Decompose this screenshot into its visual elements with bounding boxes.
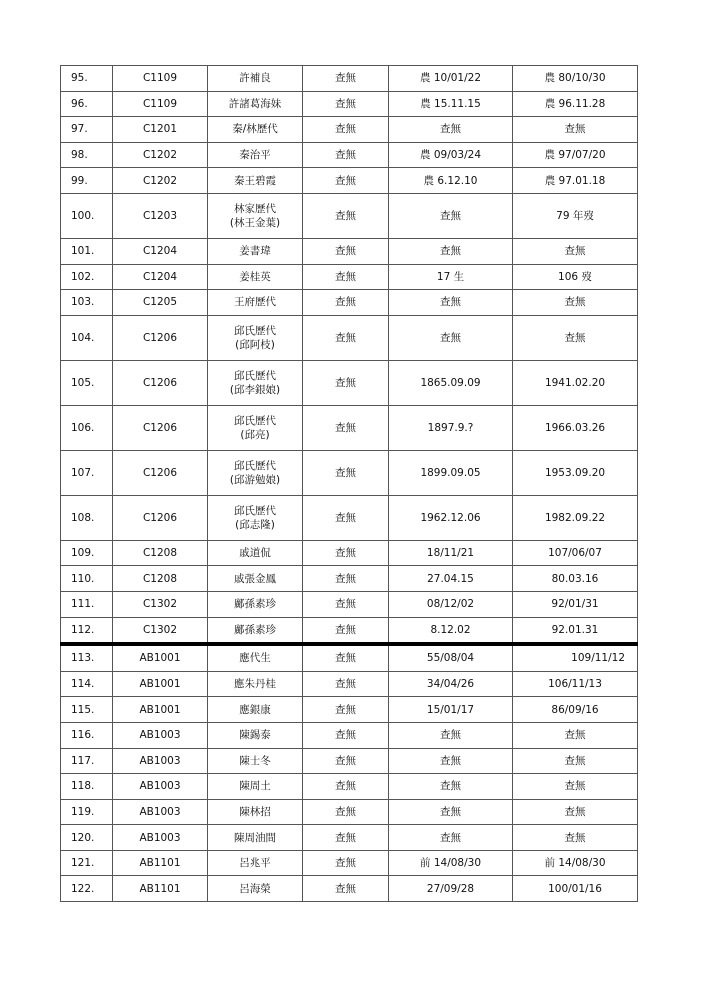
table-row	[61, 617, 638, 644]
name-cell	[208, 193, 303, 238]
name-line: (邱亮)	[240, 428, 270, 441]
table-row	[61, 91, 638, 117]
plot-code-cell: C1202	[113, 142, 208, 168]
row-number-cell: 117.	[61, 748, 113, 774]
table-row	[61, 495, 638, 540]
name-line: 戚道侃	[239, 547, 271, 560]
row-number-cell: 120.	[61, 825, 113, 851]
status-cell: 查無	[303, 168, 389, 194]
death-date-cell: 80.03.16	[513, 566, 638, 592]
row-number-cell: 97.	[61, 117, 113, 143]
table-row	[61, 405, 638, 450]
table-row	[61, 450, 638, 495]
plot-code-cell: C1208	[113, 540, 208, 566]
row-number-cell: 119.	[61, 799, 113, 825]
status-cell: 查無	[303, 495, 389, 540]
status-cell: 查無	[303, 290, 389, 316]
records-table-body	[61, 66, 638, 902]
plot-code-cell: AB1003	[113, 774, 208, 800]
table-row	[61, 315, 638, 360]
name-cell	[208, 495, 303, 540]
name-cell	[208, 315, 303, 360]
status-cell: 查無	[303, 774, 389, 800]
table-row	[61, 66, 638, 92]
death-date-cell: 農 97/07/20	[513, 142, 638, 168]
status-cell: 查無	[303, 142, 389, 168]
birth-date-cell: 27/09/28	[389, 876, 513, 902]
row-number-cell: 100.	[61, 193, 113, 238]
table-row	[61, 264, 638, 290]
plot-code-cell: AB1001	[113, 671, 208, 697]
table-row	[61, 238, 638, 264]
table-row	[61, 876, 638, 902]
birth-date-cell: 1897.9.?	[389, 405, 513, 450]
row-number-cell: 107.	[61, 450, 113, 495]
table-row	[61, 825, 638, 851]
table-row	[61, 748, 638, 774]
row-number-cell: 122.	[61, 876, 113, 902]
name-cell	[208, 876, 303, 902]
plot-code-cell: AB1003	[113, 799, 208, 825]
status-cell: 查無	[303, 876, 389, 902]
row-number-cell: 110.	[61, 566, 113, 592]
birth-date-cell: 1865.09.09	[389, 360, 513, 405]
plot-code-cell: AB1101	[113, 850, 208, 876]
table-row	[61, 591, 638, 617]
plot-code-cell: C1206	[113, 495, 208, 540]
death-date-cell: 農 96.11.28	[513, 91, 638, 117]
name-line: 戚張金鳳	[234, 572, 276, 585]
table-row	[61, 142, 638, 168]
status-cell: 查無	[303, 566, 389, 592]
records-table	[60, 65, 638, 902]
plot-code-cell: C1206	[113, 315, 208, 360]
name-line: 秦治平	[239, 149, 271, 162]
name-cell	[208, 168, 303, 194]
name-cell	[208, 117, 303, 143]
row-number-cell: 118.	[61, 774, 113, 800]
plot-code-cell: C1205	[113, 290, 208, 316]
status-cell: 查無	[303, 540, 389, 566]
name-line: 陳林招	[239, 805, 271, 818]
name-line: 邱氏歷代	[234, 504, 276, 517]
birth-date-cell: 查無	[389, 238, 513, 264]
plot-code-cell: C1203	[113, 193, 208, 238]
plot-code-cell: C1204	[113, 264, 208, 290]
status-cell: 查無	[303, 591, 389, 617]
death-date-cell: 1953.09.20	[513, 450, 638, 495]
status-cell: 查無	[303, 66, 389, 92]
name-line: 呂海榮	[239, 882, 271, 895]
status-cell: 查無	[303, 697, 389, 723]
death-date-cell: 106 歿	[513, 264, 638, 290]
name-cell	[208, 825, 303, 851]
birth-date-cell: 查無	[389, 748, 513, 774]
name-line: 姜桂英	[239, 270, 271, 283]
row-number-cell: 116.	[61, 722, 113, 748]
birth-date-cell: 查無	[389, 290, 513, 316]
row-number-cell: 106.	[61, 405, 113, 450]
plot-code-cell: C1206	[113, 405, 208, 450]
name-cell	[208, 671, 303, 697]
name-line: 邱氏歷代	[234, 324, 276, 337]
name-line: 應朱丹桂	[234, 678, 276, 691]
row-number-cell: 112.	[61, 617, 113, 644]
birth-date-cell: 前 14/08/30	[389, 850, 513, 876]
status-cell: 查無	[303, 238, 389, 264]
status-cell: 查無	[303, 450, 389, 495]
status-cell: 查無	[303, 644, 389, 671]
table-row	[61, 360, 638, 405]
name-cell	[208, 405, 303, 450]
name-cell	[208, 91, 303, 117]
plot-code-cell: AB1003	[113, 825, 208, 851]
name-line: 姜書瑋	[239, 245, 271, 258]
death-date-cell: 1966.03.26	[513, 405, 638, 450]
name-line: 陳周土	[239, 780, 271, 793]
death-date-cell: 查無	[513, 722, 638, 748]
name-cell	[208, 644, 303, 671]
birth-date-cell: 17 生	[389, 264, 513, 290]
death-date-cell: 前 14/08/30	[513, 850, 638, 876]
birth-date-cell: 55/08/04	[389, 644, 513, 671]
plot-code-cell: AB1001	[113, 644, 208, 671]
name-cell	[208, 697, 303, 723]
name-cell	[208, 566, 303, 592]
name-cell	[208, 591, 303, 617]
death-date-cell: 查無	[513, 825, 638, 851]
row-number-cell: 115.	[61, 697, 113, 723]
table-row	[61, 671, 638, 697]
death-date-cell: 107/06/07	[513, 540, 638, 566]
status-cell: 查無	[303, 117, 389, 143]
name-line: (邱阿枝)	[235, 338, 275, 351]
birth-date-cell: 查無	[389, 193, 513, 238]
status-cell: 查無	[303, 671, 389, 697]
plot-code-cell: C1109	[113, 66, 208, 92]
table-row	[61, 697, 638, 723]
table-row	[61, 644, 638, 671]
row-number-cell: 98.	[61, 142, 113, 168]
name-line: 呂兆平	[239, 857, 271, 870]
table-row	[61, 850, 638, 876]
name-cell	[208, 722, 303, 748]
death-date-cell: 106/11/13	[513, 671, 638, 697]
name-cell	[208, 450, 303, 495]
row-number-cell: 103.	[61, 290, 113, 316]
row-number-cell: 121.	[61, 850, 113, 876]
name-line: 陳周油間	[234, 831, 276, 844]
name-line: 應銀康	[239, 703, 271, 716]
table-row	[61, 168, 638, 194]
plot-code-cell: C1206	[113, 450, 208, 495]
death-date-cell: 86/09/16	[513, 697, 638, 723]
row-number-cell: 114.	[61, 671, 113, 697]
name-cell	[208, 264, 303, 290]
death-date-cell: 查無	[513, 290, 638, 316]
name-line: 邱氏歷代	[234, 459, 276, 472]
birth-date-cell: 15/01/17	[389, 697, 513, 723]
birth-date-cell: 08/12/02	[389, 591, 513, 617]
name-line: 陳士冬	[239, 754, 271, 767]
birth-date-cell: 1899.09.05	[389, 450, 513, 495]
name-line: 應代生	[239, 652, 271, 665]
status-cell: 查無	[303, 799, 389, 825]
status-cell: 查無	[303, 722, 389, 748]
birth-date-cell: 查無	[389, 315, 513, 360]
plot-code-cell: C1202	[113, 168, 208, 194]
name-cell	[208, 66, 303, 92]
row-number-cell: 99.	[61, 168, 113, 194]
birth-date-cell: 農 6.12.10	[389, 168, 513, 194]
status-cell: 查無	[303, 315, 389, 360]
birth-date-cell: 8.12.02	[389, 617, 513, 644]
status-cell: 查無	[303, 264, 389, 290]
table-row	[61, 193, 638, 238]
plot-code-cell: C1201	[113, 117, 208, 143]
status-cell: 查無	[303, 193, 389, 238]
status-cell: 查無	[303, 748, 389, 774]
name-cell	[208, 290, 303, 316]
death-date-cell: 查無	[513, 315, 638, 360]
birth-date-cell: 查無	[389, 799, 513, 825]
name-cell	[208, 238, 303, 264]
table-row	[61, 540, 638, 566]
death-date-cell: 查無	[513, 117, 638, 143]
death-date-cell: 79 年歿	[513, 193, 638, 238]
status-cell: 查無	[303, 825, 389, 851]
plot-code-cell: C1302	[113, 617, 208, 644]
death-date-cell: 109/11/12	[513, 644, 638, 671]
birth-date-cell: 農 10/01/22	[389, 66, 513, 92]
row-number-cell: 102.	[61, 264, 113, 290]
name-cell	[208, 850, 303, 876]
birth-date-cell: 農 09/03/24	[389, 142, 513, 168]
birth-date-cell: 1962.12.06	[389, 495, 513, 540]
plot-code-cell: AB1001	[113, 697, 208, 723]
name-line: 秦王碧霞	[234, 174, 276, 187]
birth-date-cell: 查無	[389, 825, 513, 851]
name-line: 王府歷代	[234, 296, 276, 309]
name-line: 陳錫泰	[239, 729, 271, 742]
row-number-cell: 105.	[61, 360, 113, 405]
status-cell: 查無	[303, 617, 389, 644]
plot-code-cell: AB1101	[113, 876, 208, 902]
death-date-cell: 1982.09.22	[513, 495, 638, 540]
plot-code-cell: C1208	[113, 566, 208, 592]
row-number-cell: 109.	[61, 540, 113, 566]
name-cell	[208, 617, 303, 644]
death-date-cell: 查無	[513, 748, 638, 774]
name-line: (邱游勉娘)	[229, 473, 281, 486]
name-line: (林王金葉)	[229, 216, 281, 229]
row-number-cell: 108.	[61, 495, 113, 540]
name-line: 林家歷代	[234, 202, 276, 215]
death-date-cell: 92/01/31	[513, 591, 638, 617]
birth-date-cell: 查無	[389, 117, 513, 143]
name-cell	[208, 748, 303, 774]
name-cell	[208, 799, 303, 825]
birth-date-cell: 查無	[389, 722, 513, 748]
birth-date-cell: 查無	[389, 774, 513, 800]
row-number-cell: 95.	[61, 66, 113, 92]
name-line: (邱李銀娘)	[229, 383, 281, 396]
status-cell: 查無	[303, 850, 389, 876]
row-number-cell: 101.	[61, 238, 113, 264]
name-line: 鄺孫素珍	[234, 623, 276, 636]
plot-code-cell: C1204	[113, 238, 208, 264]
name-line: (邱志隆)	[235, 518, 275, 531]
table-row	[61, 774, 638, 800]
name-line: 鄺孫素珍	[234, 598, 276, 611]
row-number-cell: 96.	[61, 91, 113, 117]
table-row	[61, 566, 638, 592]
row-number-cell: 113.	[61, 644, 113, 671]
death-date-cell: 92.01.31	[513, 617, 638, 644]
death-date-cell: 農 80/10/30	[513, 66, 638, 92]
death-date-cell: 農 97.01.18	[513, 168, 638, 194]
row-number-cell: 104.	[61, 315, 113, 360]
status-cell: 查無	[303, 405, 389, 450]
death-date-cell: 1941.02.20	[513, 360, 638, 405]
status-cell: 查無	[303, 91, 389, 117]
death-date-cell: 查無	[513, 799, 638, 825]
death-date-cell: 查無	[513, 774, 638, 800]
status-cell: 查無	[303, 360, 389, 405]
row-number-cell: 111.	[61, 591, 113, 617]
table-row	[61, 290, 638, 316]
death-date-cell: 100/01/16	[513, 876, 638, 902]
birth-date-cell: 34/04/26	[389, 671, 513, 697]
name-line: 許諸葛海妹	[228, 97, 282, 110]
name-line: 秦/林歷代	[232, 123, 278, 136]
name-line: 邱氏歷代	[234, 369, 276, 382]
plot-code-cell: AB1003	[113, 722, 208, 748]
name-line: 許補良	[239, 72, 271, 85]
death-date-cell: 查無	[513, 238, 638, 264]
birth-date-cell: 農 15.11.15	[389, 91, 513, 117]
birth-date-cell: 27.04.15	[389, 566, 513, 592]
birth-date-cell: 18/11/21	[389, 540, 513, 566]
name-cell	[208, 540, 303, 566]
table-row	[61, 117, 638, 143]
name-line: 邱氏歷代	[234, 414, 276, 427]
plot-code-cell: C1206	[113, 360, 208, 405]
table-row	[61, 722, 638, 748]
table-row	[61, 799, 638, 825]
name-cell	[208, 142, 303, 168]
plot-code-cell: AB1003	[113, 748, 208, 774]
name-cell	[208, 774, 303, 800]
plot-code-cell: C1109	[113, 91, 208, 117]
plot-code-cell: C1302	[113, 591, 208, 617]
name-cell	[208, 360, 303, 405]
